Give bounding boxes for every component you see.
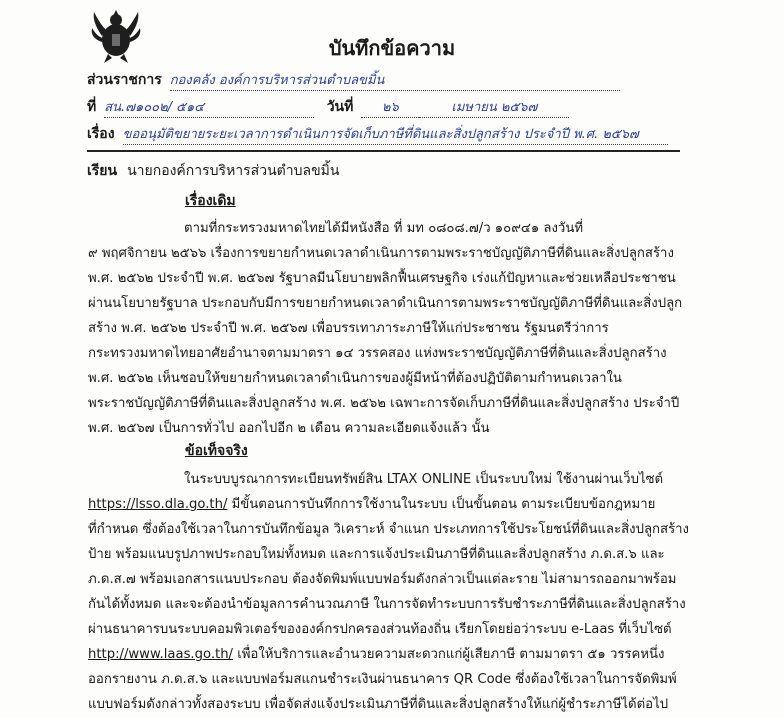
facts-line: ออกรายงาน ภ.ด.ส.๖ และแบบฟอร์มสแกนชำระเงินผ่านธนาคาร QR Code ซึ่งต้องใช้เวลาในการจัดพิมพ์ xyxy=(88,672,677,687)
ref-label: ที่ xyxy=(87,99,97,115)
date-label: วันที่ xyxy=(326,99,354,115)
memo-title: บันทึกข้อความ xyxy=(328,36,456,60)
subject-row xyxy=(87,123,668,145)
facts-line: ป้าย พร้อมแนบรูปภาพประกอบใหม่ทั้งหมด และการแจ้งประเมินภาษีที่ดินและสิ่งปลูกสร้าง ภ.ด.ส.๖ และ xyxy=(88,547,665,562)
background-line: พ.ศ. ๒๕๖๗ เป็นการทั่วไป ออกไปอีก ๒ เดือน ความละเอียดแจ้งแล้ว นั้น xyxy=(88,421,490,436)
agency-value: กองคลัง องค์การบริหารส่วนตำบลขมิ้น xyxy=(169,73,385,88)
agency-row xyxy=(87,69,620,91)
facts-line: แบบฟอร์มดังกล่าวทั้งสองระบบ เพื่อจัดส่งแจ้งประเมินภาษีที่ดินและสิ่งปลูกสร้างให้แก่ผู้ชำระภาษีได้ต่อไป xyxy=(88,697,669,712)
background-line: พ.ศ. ๒๕๖๒ เห็นชอบให้ขยายกำหนดเวลาดำเนินการของผู้มีหน้าที่ต้องปฏิบัติตามกำหนดเวลาใน xyxy=(88,371,622,386)
background-heading: เรื่องเดิม xyxy=(185,193,236,209)
ref-value: สน.๗๑๐๐๒/ ๕๑๔ xyxy=(104,100,205,115)
background-line: พระราชบัญญัติภาษีที่ดินและสิ่งปลูกสร้าง พ.ศ. ๒๕๖๒ เฉพาะการจัดเก็บภาษีที่ดินและสิ่งปลูกสร้าง ประจำปี xyxy=(88,396,680,411)
facts-line: กันได้ทั้งหมด และจะต้องนำข้อมูลการคำนวณภาษี ในการจัดทำระบบการรับชำระภาษีที่ดินและสิ่งปลูกสร้าง xyxy=(88,597,686,612)
salutation-label: เรียน xyxy=(87,163,118,179)
subject-label: เรื่อง xyxy=(87,126,115,142)
ltax-website-link[interactable]: https://lsso.dla.go.th/ xyxy=(88,497,228,512)
header-divider xyxy=(87,150,680,152)
date-day: ๒๖ xyxy=(381,100,399,115)
facts-line: https://lsso.dla.go.th/ มีขั้นตอนการบันทึกการใช้งานในระบบ เป็นขั้นตอน ตามระเบียบข้อกฎหมาย xyxy=(88,497,656,512)
facts-line: ในระบบบูรณาการทะเบียนทรัพย์สิน LTAX ONLINE เป็นระบบใหม่ ใช้งานผ่านเว็บไซต์ xyxy=(184,472,664,487)
agency-label: ส่วนราชการ xyxy=(87,72,162,88)
background-line: ๙ พฤศจิกายน ๒๕๖๖ เรื่องการขยายกำหนดเวลาดำเนินการตามพระราชบัญญัติภาษีที่ดินและสิ่งปลูกสร้าง xyxy=(88,246,674,261)
facts-line: ภ.ด.ส.๗ พร้อมเอกสารแนบประกอบ ต้องจัดพิมพ์แบบฟอร์มดังกล่าวเป็นแต่ละราย ไม่สามารถออกมาพร้อม xyxy=(88,572,677,587)
background-line: ตามที่กระทรวงมหาดไทยได้มีหนังสือ ที่ มท ๐๘๐๘.๗/ว ๑๐๙๔๑ ลงวันที่ xyxy=(184,221,584,236)
subject-value: ขออนุมัติขยายระยะเวลาการดำเนินการจัดเก็บภาษีที่ดินและสิ่งปลูกสร้าง ประจำปี พ.ศ. ๒๕๖๗ xyxy=(122,127,639,142)
facts-line: ผ่านธนาคารบนระบบคอมพิวเตอร์ขององค์กรปกครองส่วนท้องถิ่น เรียกโดยย่อว่าระบบ e-Laas ที่เว็บไซต์ xyxy=(88,622,672,637)
background-line: พ.ศ. ๒๕๖๒ ประจำปี พ.ศ. ๒๕๖๗ รัฐบาลมีนโยบายพลิกฟื้นเศรษฐกิจ เร่งแก้ปัญหาและช่วยเหลือประชาชน xyxy=(88,271,676,286)
background-line: กระทรวงมหาดไทยอาศัยอำนาจตามมาตรา ๑๔ วรรคสอง แห่งพระราชบัญญัติภาษีที่ดินและสิ่งปลูกสร้าง xyxy=(88,346,667,361)
facts-line: ที่กำหนด ซึ่งต้องใช้เวลาในการบันทึกข้อมูล วิเคราะห์ จำแนก ประเภทการใช้ประโยชน์ที่ดินและสิ่งปลูกสร้าง xyxy=(88,522,689,537)
ref-date-row xyxy=(87,96,569,118)
background-line: สร้าง พ.ศ. ๒๕๖๒ ประจำปี พ.ศ. ๒๕๖๗ เพื่อบรรเทาภาระภาษีให้แก่ประชาชน รัฐมนตรีว่าการ xyxy=(88,321,609,336)
background-line: ผ่านนโยบายรัฐบาล ประกอบกับมีการขยายกำหนดเวลาดำเนินการตามพระราชบัญญัติภาษีที่ดินและสิ่งปลูก xyxy=(88,296,683,311)
salutation-recipient: นายกองค์การบริหารส่วนตำบลขมิ้น xyxy=(127,163,340,179)
salutation xyxy=(87,160,339,182)
laas-website-link[interactable]: http://www.laas.go.th/ xyxy=(88,647,233,662)
facts-heading: ข้อเท็จจริง xyxy=(185,443,248,459)
date-month-year: เมษายน ๒๕๖๗ xyxy=(451,100,538,115)
facts-line: http://www.laas.go.th/ เพื่อให้บริการและอำนวยความสะดวกแก่ผู้เสียภาษี ตามมาตรา ๕๑ วรรคหนึ่ง xyxy=(88,647,665,662)
